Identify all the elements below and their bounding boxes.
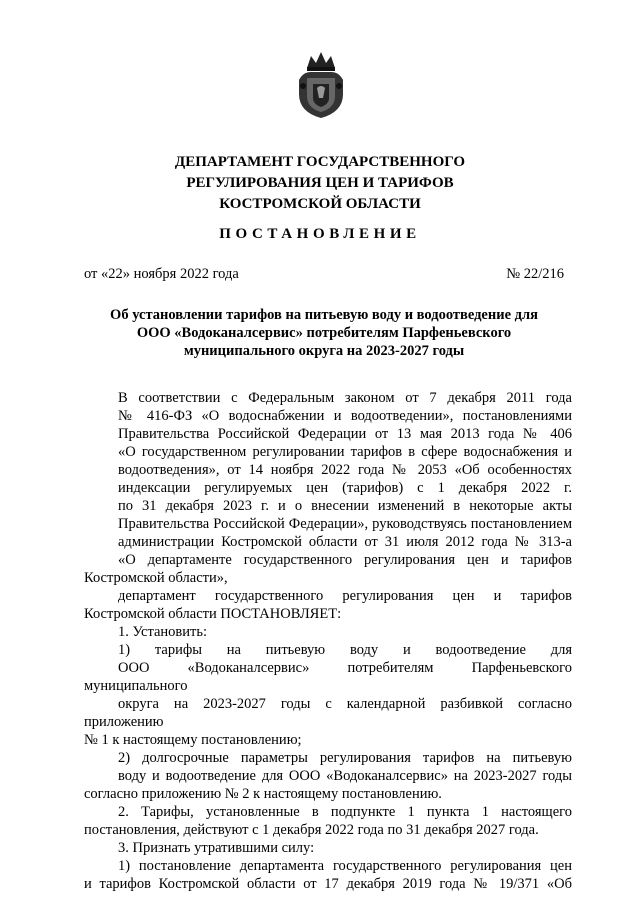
paragraph-item-1-2 [84,749,572,785]
document-body [84,389,572,893]
paragraph-item-2 [84,803,572,821]
text-line: департамент государственного регулирования цен и тарифов [118,588,572,604]
text-line: ООО «Водоканалсервис» потребителям Парфеньевского муниципального [84,660,572,694]
text-line: В соответствии с Федеральным законом от 7 декабря 2011 года [118,390,572,406]
paragraph-item-3 [84,839,572,857]
department-name-line: КОСТРОМСКОЙ ОБЛАСТИ [219,196,421,212]
text-line: 3. Признать утратившими силу: [118,840,315,856]
paragraph-resolves [84,587,572,605]
paragraph-preamble [84,389,572,569]
department-name-line: ДЕПАРТАМЕНТ ГОСУДАРСТВЕННОГО [174,154,466,170]
text-line: № 416-ФЗ «О водоснабжении и водоотведении», постановлениями [118,408,572,424]
text-line: 2. Тарифы, установленные в подпункте 1 пункта 1 настоящего [118,804,572,820]
text-line: Костромской области», [84,570,228,586]
text-line: 1. Установить: [118,624,208,640]
text-line: № 1 к настоящему постановлению; [84,732,302,748]
text-line: «О департаменте государственного регулирования цен и тарифов [118,552,572,568]
document-number: № 22/216 [506,266,564,282]
text-line: постановления, действуют с 1 декабря 2022 года по 31 декабря 2027 года. [84,822,539,838]
text-line: Правительства Российской Федерации», руководствуясь постановлением [118,516,572,532]
text-line: Правительства Российской Федерации от 13 мая 2013 года № 406 [118,426,572,442]
text-line: округа на 2023-2027 годы с календарной разбивкой согласно приложению [84,696,572,730]
paragraph-item-1-2-end [84,785,572,803]
text-line: 2) долгосрочные параметры регулирования тарифов на питьевую [118,750,572,766]
text-line: водоотведения», от 14 ноября 2022 года № 2053 «Об особенностях [118,462,572,478]
text-line: и тарифов Костромской области от 17 декабря 2019 года № 19/371 «Об [84,876,572,892]
coat-of-arms-icon [293,50,349,120]
document-type: ПОСТАНОВЛЕНИЕ [219,226,421,242]
text-line: 1) тарифы на питьевую воду и водоотведение для [118,642,572,658]
document-date: от «22» ноября 2022 года [84,266,239,282]
title-line: Об установлении тарифов на питьевую воду и водоотведение для [110,307,538,323]
text-line: согласно приложению № 2 к настоящему постановлению. [84,786,442,802]
paragraph-preamble-end [84,569,572,587]
text-line: Костромской области ПОСТАНОВЛЯЕТ: [84,606,342,622]
text-line: по 31 декабря 2023 г. и о внесении изменений в некоторые акты [118,498,572,514]
paragraph-item-1-1-end [84,731,572,749]
title-line: муниципального округа на 2023-2027 годы [183,343,465,359]
title-line: ООО «Водоканалсервис» потребителям Парфеньевского [136,325,512,341]
paragraph-item-3-1-cont [84,875,572,893]
paragraph-item-3-1 [84,857,572,875]
department-name-line: РЕГУЛИРОВАНИЯ ЦЕН И ТАРИФОВ [186,175,454,191]
paragraph-resolves-end [84,605,572,623]
paragraph-item-1-1 [84,641,572,731]
text-line: индексации регулируемых цен (тарифов) с 1 декабря 2022 г. [118,480,572,496]
department-name [0,152,640,215]
text-line: 1) постановление департамента государственного регулирования цен [118,858,572,874]
document-title [84,306,564,360]
text-line: воду и водоотведение для ООО «Водоканалсервис» на 2023-2027 годы [118,768,572,784]
paragraph-item-1 [84,623,572,641]
text-line: «О государственном регулировании тарифов в сфере водоснабжения и [118,444,572,460]
paragraph-item-2-end [84,821,572,839]
text-line: администрации Костромской области от 31 июля 2012 года № 313-а [118,534,572,550]
